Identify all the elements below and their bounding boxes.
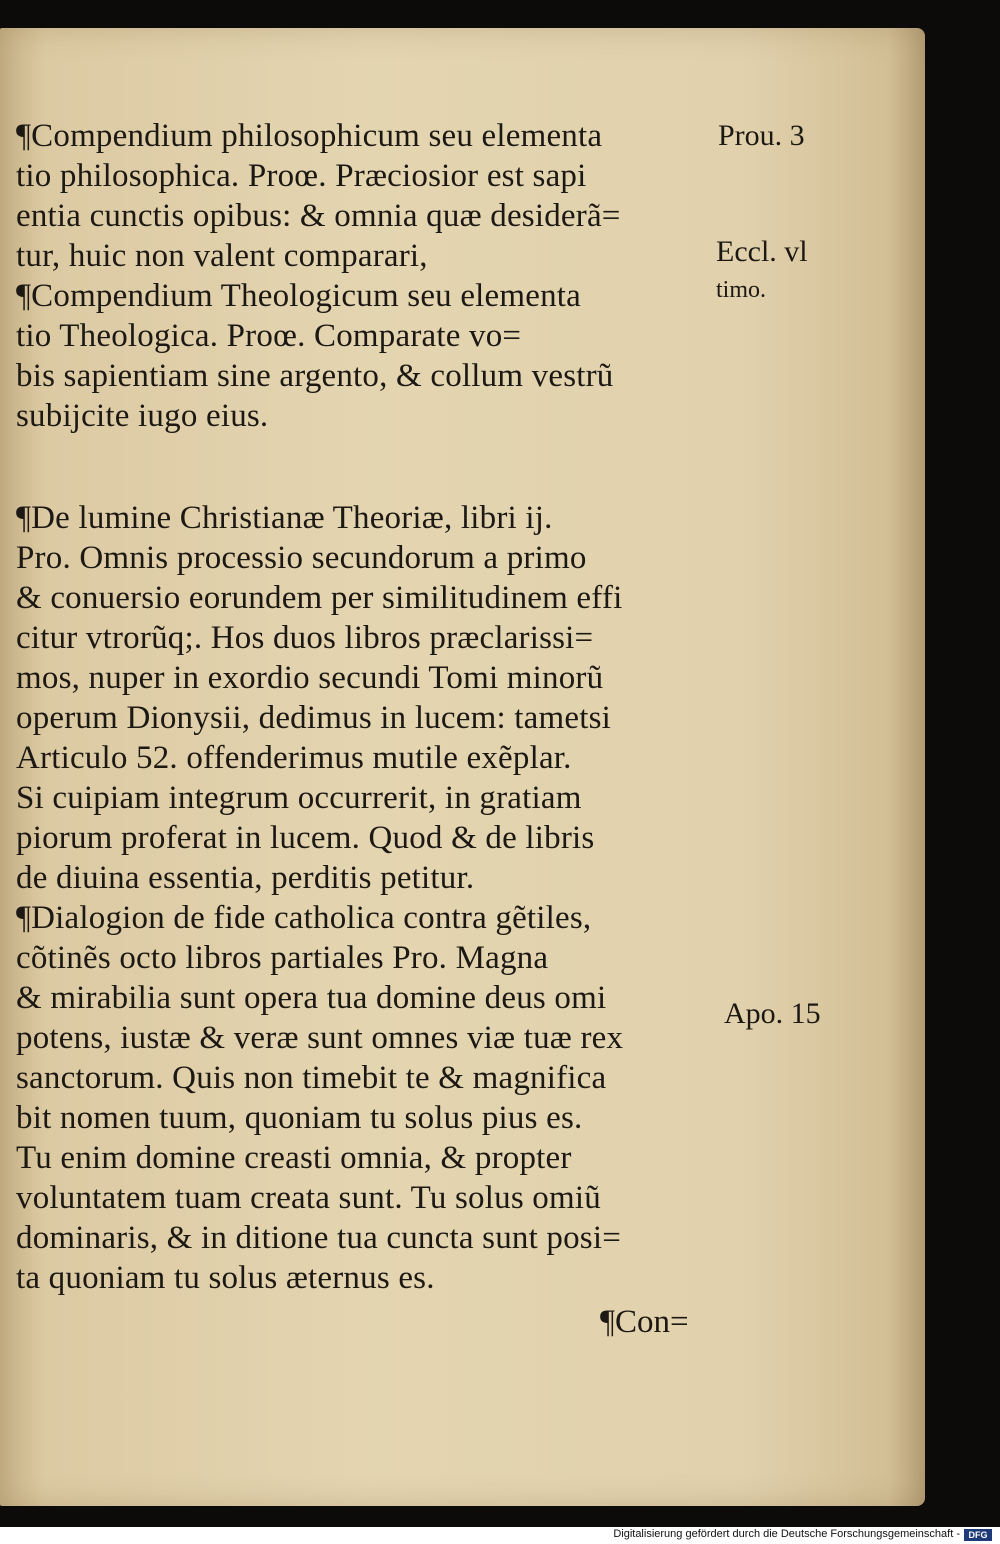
block2-line: & mirabilia sunt opera tua domine deus omi [16,980,607,1016]
block2-line: dominaris, & in ditione tua cuncta sunt posi= [16,1220,622,1256]
block1-line: ¶Compendium philosophicum seu elementa [16,118,603,154]
block1-line: bis sapientiam sine argento, & collum vestrũ [16,358,614,394]
block2-line: mos, nuper in exordio secundi Tomi minorũ [16,660,604,696]
block2-line: cõtinẽs octo libros partiales Pro. Magna [16,940,549,976]
block2-line: Si cuipiam integrum occurrerit, in gratiam [16,780,582,816]
block2-line: Articulo 52. offenderimus mutile exẽplar. [16,740,572,776]
block2-line: piorum proferat in lucem. Quod & de libris [16,820,595,856]
block2-line: potens, iustæ & veræ sunt omnes viæ tuæ rex [16,1020,624,1056]
footer-bar [0,1527,1000,1544]
block2-line: & conuersio eorundem per similitudinem effi [16,580,623,616]
block2-line: citur vtrorũq;. Hos duos libros præclarissi= [16,620,594,656]
catchword: ¶Con= [600,1304,689,1340]
block1-line: tio Theologica. Proœ. Comparate vo= [16,318,522,354]
text-block-2 [16,498,716,1298]
dfg-logo: DFG [964,1529,992,1541]
block2-line: sanctorum. Quis non timebit te & magnifica [16,1060,607,1096]
margin-note-eccl-1: Eccl. vl [716,235,808,268]
text-block-1 [16,116,716,436]
block2-line: voluntatem tuam creata sunt. Tu solus omiũ [16,1180,601,1216]
block2-line: ¶Dialogion de fide catholica contra gẽtiles, [16,900,592,936]
block1-line: tio philosophica. Proœ. Præciosior est sapi [16,158,587,194]
margin-note-eccl-2: timo. [716,277,767,303]
block1-line: subijcite iugo eius. [16,398,269,434]
book-page [0,28,925,1506]
block2-line: operum Dionysii, dedimus in lucem: tametsi [16,700,611,736]
block2-line: ta quoniam tu solus æternus es. [16,1260,435,1296]
block1-line: entia cunctis opibus: & omnia quæ desiderã= [16,198,621,234]
footer-credit: Digitalisierung gefördert durch die Deutsche Forschungsgemeinschaft - [613,1528,960,1540]
block2-line: ¶De lumine Christianæ Theoriæ, libri ij. [16,500,553,536]
margin-note-prou: Prou. 3 [718,119,805,152]
block2-line: Pro. Omnis processio secundorum a primo [16,540,587,576]
margin-note-apo: Apo. 15 [724,997,821,1030]
block2-line: Tu enim domine creasti omnia, & propter [16,1140,572,1176]
block1-line: tur, huic non valent comparari, [16,238,428,274]
block2-line: de diuina essentia, perditis petitur. [16,860,475,896]
block2-line: bit nomen tuum, quoniam tu solus pius es. [16,1100,583,1136]
block1-line: ¶Compendium Theologicum seu elementa [16,278,582,314]
